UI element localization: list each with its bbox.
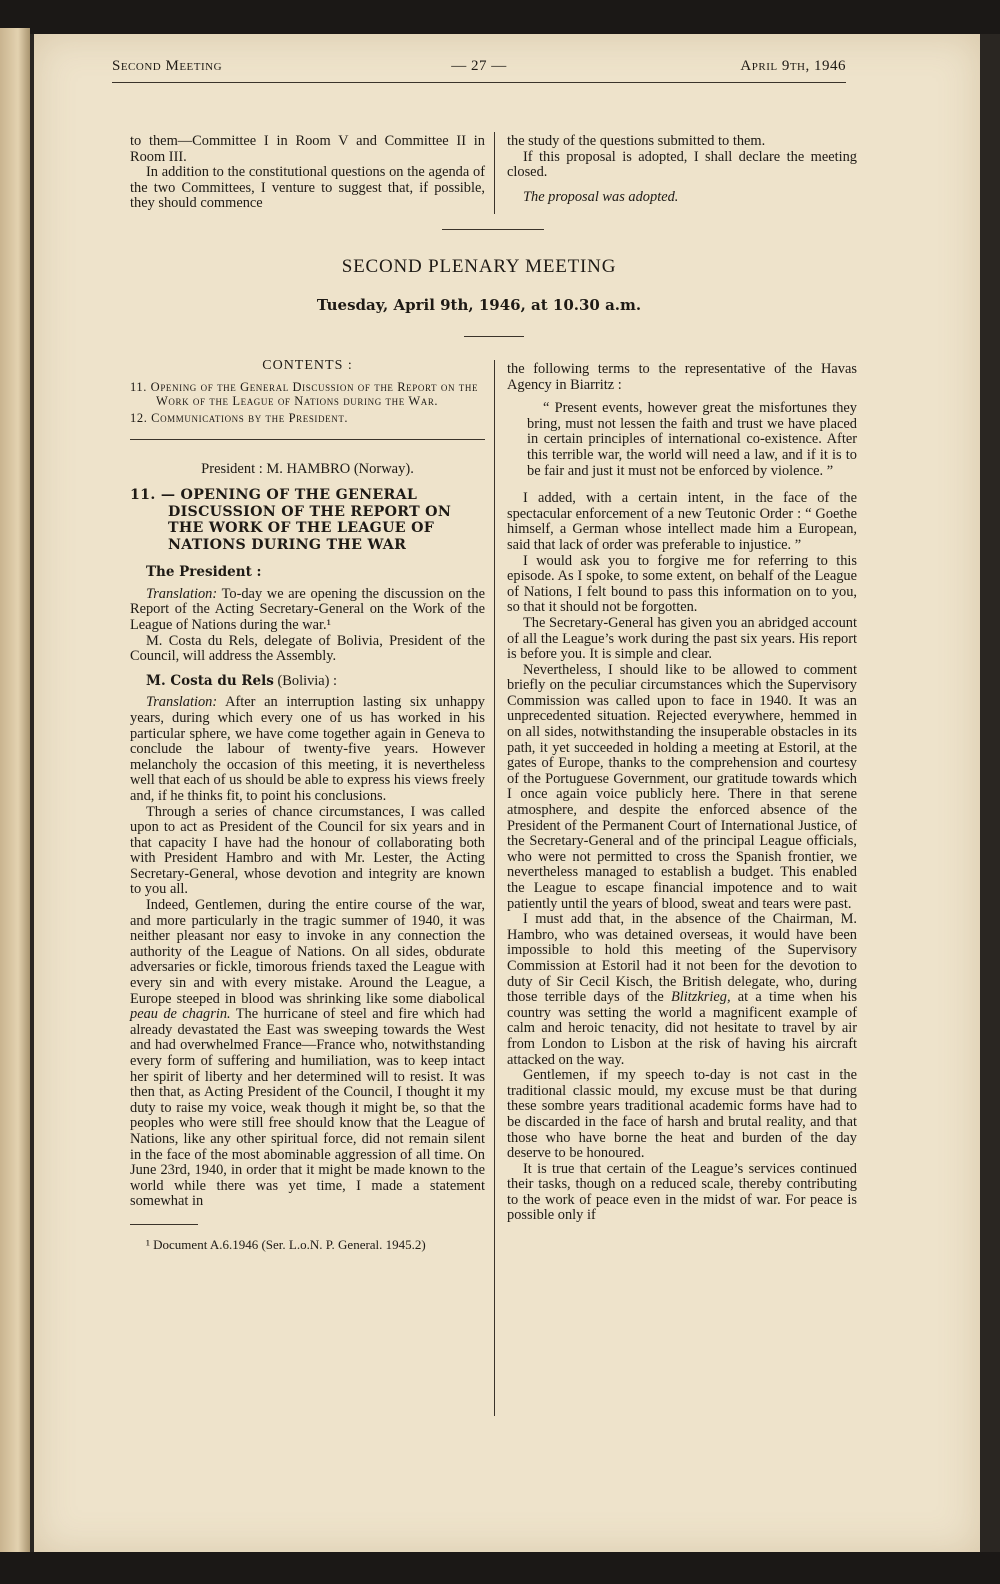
president-line: President : M. HAMBRO (Norway). bbox=[201, 460, 414, 477]
contents-item: 11. Opening of the General Discussion of the Report on the Work of the League of Nations during the War. bbox=[130, 379, 479, 408]
adopted-note: The proposal was adopted. bbox=[523, 188, 679, 205]
column-divider bbox=[494, 132, 495, 214]
paragraph: The Secretary-General has given you an abridged account of all the League’s work during the past six years. His report is before you. It is simple and clear. bbox=[507, 614, 857, 663]
paragraph bbox=[130, 898, 485, 1210]
top-right-column bbox=[507, 134, 857, 205]
column-divider bbox=[494, 360, 495, 1416]
translation-label: Translation: bbox=[146, 694, 218, 711]
page-number: — 27 — bbox=[451, 58, 507, 74]
translation-label: Translation: bbox=[146, 585, 218, 602]
paragraph-text: After an interruption lasting six unhappy years, during which every one of us has worked in his particular sphere, we have come together again in Geneva to conclude the labour of twenty-five years. However melancholy the occasion of this meeting, it is nevertheless well that each of us should be able to express his views freely and, if he thinks fit, to point his conclusions. bbox=[130, 694, 485, 804]
speaker-costa-du-rels bbox=[130, 674, 485, 690]
quotation: “ Present events, however great the misfortunes they bring, must not lessen the faith and trust we have placed in certain principles of international co-existence. After this terrible war, the world will need a law, and if it is to be fair and just it must not be enforced by violence. ” bbox=[527, 400, 857, 479]
facing-page-edge bbox=[0, 28, 30, 1558]
running-header bbox=[112, 56, 846, 83]
contents-item: 12. Communications by the President. bbox=[130, 410, 349, 425]
paragraph bbox=[507, 912, 857, 1068]
paragraph: Nevertheless, I should like to be allowed to comment briefly on the peculiar circumstances which the Supervisory Commission was called upon to face in 1940. It was an unprecedented situation. Rejected everywhere, hemmed in on all sides, notwithstanding the insuperable obstacles in its path, it yet succeeded in holding a meeting at Estoril, at the gates of Europe, thanks to the comprehension and courtesy of the Portuguese Government, our gratitude towards which I once again voice publicly here. There in that serene atmosphere, and despite the enforced absence of the President of the Permanent Court of International Justice, of the Secretary-General and of the principal League officials, who were not permitted to cross the Spanish frontier, we nevertheless managed to establish a budget. This enabled the League to escape financial impotence and to wait patiently until the years of blood, sweat and tears were past. bbox=[507, 661, 857, 912]
divider-rule bbox=[464, 336, 524, 337]
paragraph: If this proposal is adopted, I shall declare the meeting closed. bbox=[507, 148, 857, 181]
paragraph: In addition to the constitutional questions on the agenda of the two Committees, I venture to suggest that, if possible, they should commence bbox=[130, 164, 485, 212]
speaker-name: M. Costa du Rels bbox=[146, 672, 274, 689]
header-meeting: Second Meeting bbox=[112, 58, 223, 74]
contents-heading: CONTENTS : bbox=[262, 358, 353, 373]
paragraph-text: Indeed, Gentlemen, during the entire course of the war, and more particularly in the tragic summer of 1940, it was neither pleasant nor easy to invoke in any connection the authority of the League of Nations. On all sides, obdurate adversaries or fickle, timorous friends taxed the League with every sin and with every mistake. Around the League, a Europe steeped in blood was shrinking like some diabolical bbox=[130, 897, 485, 1007]
meeting-date: Tuesday, April 9th, 1946, at 10.30 a.m. bbox=[316, 296, 642, 314]
header-date: April 9th, 1946 bbox=[740, 58, 846, 74]
paragraph: M. Costa du Rels, delegate of Bolivia, President of the Council, will address the Assembly. bbox=[130, 632, 485, 665]
top-left-column bbox=[130, 134, 485, 212]
right-column bbox=[507, 362, 857, 1224]
paragraph bbox=[130, 587, 485, 634]
paragraph: It is true that certain of the League’s services continued their tasks, though on a reduced scale, thereby contributing to the work of peace even in the midst of war. For peace is possible only if bbox=[507, 1160, 857, 1224]
paragraph-text: The hurricane of steel and fire which had already devastated the East was sweeping towards the West and had overwhelmed France—France who, notwithstanding every form of suffering and humiliation, was to keep intact her spirit of liberty and her determined will to resist. It was then that, as Acting President of the Council, I thought it my duty to raise my voice, weak though it might be, so that the peoples who were still free should know that the League of Nations, like any other spiritual force, did not remain silent in the face of the most abominable aggression of all time. On June 23rd, 1940, in order that it might be made known to the world while there was yet time, I made a statement somewhat in bbox=[130, 1006, 485, 1210]
paragraph bbox=[130, 695, 485, 804]
scan-border-bottom bbox=[0, 1552, 1000, 1584]
left-column bbox=[130, 358, 485, 1252]
paragraph: to them—Committee I in Room V and Committee II in Room III. bbox=[130, 133, 485, 165]
footnote-rule bbox=[130, 1224, 198, 1225]
paragraph-text: I must add that, in the absence of the Chairman, M. Hambro, who was detained overseas, it would have been impossible to hold this meeting of the Supervisory Commission at Estoril had it not been for the devotion to duty of Sir Cecil Kisch, the British delegate, who, during those terrible days of the bbox=[507, 911, 857, 1006]
italic-phrase: Blitzkrieg, bbox=[671, 989, 731, 1006]
paragraph: I would ask you to forgive me for referring to this episode. As I spoke, to some extent, on behalf of the League of Nations, I felt bound to pass this information on to you, so that it should not be forgotten. bbox=[507, 552, 857, 616]
contents-rule bbox=[130, 439, 485, 440]
italic-phrase: peau de chagrin. bbox=[130, 1006, 231, 1023]
scan-border-top bbox=[0, 0, 1000, 34]
paragraph: I added, with a certain intent, in the face of the spectacular enforcement of a new Teutonic Order : “ Goethe himself, a German whose intellect made him a European, said that lack of order was preferable to injustice. ” bbox=[507, 490, 857, 553]
paragraph: the following terms to the representative of the Havas Agency in Biarritz : bbox=[507, 361, 857, 393]
paragraph: the study of the questions submitted to them. bbox=[507, 133, 766, 149]
paragraph-text: at a time when his country was setting the world a magnificent example of calm and heroic tenacity, did not hesitate to travel by air from London to Lisbon at the risk of having his aircraft attacked on the way. bbox=[507, 989, 857, 1068]
speaker-country: (Bolivia) : bbox=[277, 672, 338, 689]
footnote: ¹ Document A.6.1946 (Ser. L.o.N. P. General. 1945.2) bbox=[146, 1236, 426, 1252]
divider-rule bbox=[442, 229, 544, 230]
meeting-title: SECOND PLENARY MEETING bbox=[341, 256, 617, 277]
paragraph: Gentlemen, if my speech to-day is not cast in the traditional classic mould, my excuse must be that during these sombre years traditional academic forms have had to be discarded in the face of harsh and brutal reality, and that those who have borne the heat and burden of the day deserve to be honoured. bbox=[507, 1067, 857, 1162]
paragraph-text: To-day we are opening the discussion on the Report of the Acting Secretary-General on the Work of the League of Nations during the war.¹ bbox=[130, 585, 485, 633]
paragraph: Through a series of chance circumstances, I was called upon to act as President of the Council for six years and in that capacity I have had the honour of collaborating both with President Hambro and with Mr. Lester, the Acting Secretary-General, whose devotion and integrity are known to you all. bbox=[130, 803, 485, 898]
agenda-item-title: 11. — OPENING OF THE GENERAL DISCUSSION OF THE REPORT ON THE WORK OF THE LEAGUE OF NATIONS DURING THE WAR bbox=[130, 487, 452, 553]
speaker-president: The President : bbox=[146, 564, 262, 581]
